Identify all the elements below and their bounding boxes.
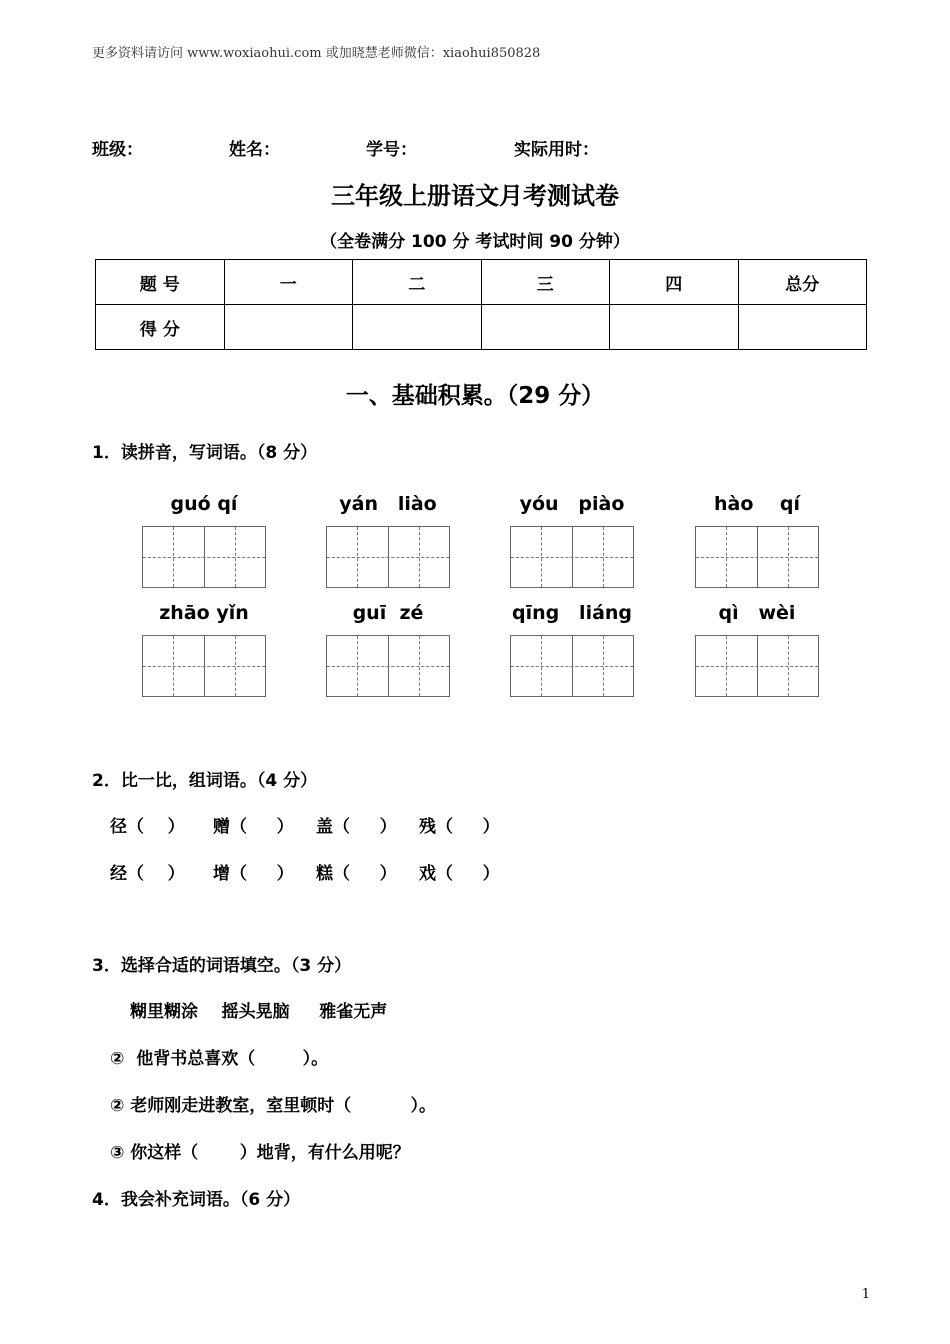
score-cell: 三 (481, 260, 610, 305)
score-cell: 总分 (738, 260, 867, 305)
pinyin-item (694, 490, 820, 588)
score-cell: 二 (353, 260, 482, 305)
name-label: 姓名： (229, 140, 280, 160)
writing-grid[interactable] (510, 526, 634, 588)
question-3-title: 3．选择合适的词语填空。（3 分） (92, 956, 352, 976)
compare-item[interactable]: 增（ ） (213, 864, 294, 884)
pinyin-text: yán liào (339, 493, 437, 515)
pinyin-item (509, 599, 635, 697)
fill-sentence-1[interactable]: ② 他背书总喜欢（ ）。 (110, 1049, 329, 1069)
writing-grid[interactable] (326, 635, 450, 697)
compare-item[interactable]: 糕（ ） (316, 864, 397, 884)
exam-subtitle: （全卷满分 100 分 考试时间 90 分钟） (320, 232, 630, 252)
question-1-title: 1．读拼音，写词语。（8 分） (92, 443, 318, 463)
score-cell: 一 (224, 260, 353, 305)
header-note: 更多资料请访问 www.woxiaohui.com 或加晓慧老师微信：xiaohui850828 (92, 46, 541, 61)
score-table (95, 259, 867, 350)
compare-item[interactable]: 盖（ ） (316, 817, 397, 837)
pinyin-item (325, 490, 451, 588)
writing-grid[interactable] (695, 635, 819, 697)
pinyin-text: qì wèi (718, 602, 796, 624)
writing-grid[interactable] (326, 526, 450, 588)
page-number: 1 (861, 1287, 870, 1302)
score-blank-cell[interactable] (738, 305, 867, 350)
class-label: 班级： (92, 140, 143, 160)
score-blank-cell[interactable] (610, 305, 739, 350)
writing-grid[interactable] (695, 526, 819, 588)
pinyin-item (141, 490, 267, 588)
pinyin-item (141, 599, 267, 697)
student-id-label: 学号： (366, 140, 417, 160)
compare-item[interactable]: 残（ ） (419, 817, 500, 837)
fill-sentence-2[interactable]: ② 老师刚走进教室，室里顿时（ ）。 (110, 1096, 436, 1116)
score-cell: 四 (610, 260, 739, 305)
question-4-title: 4．我会补充词语。（6 分） (92, 1190, 301, 1210)
student-info-row (92, 135, 792, 160)
writing-grid[interactable] (142, 635, 266, 697)
compare-item[interactable]: 赠（ ） (213, 817, 294, 837)
pinyin-item (694, 599, 820, 697)
time-used-label: 实际用时： (514, 140, 599, 160)
fill-sentence-3[interactable]: ③ 你这样（ ）地背，有什么用呢？ (110, 1143, 410, 1163)
pinyin-text: qīng liáng (511, 602, 633, 624)
score-blank-cell[interactable] (481, 305, 610, 350)
writing-grid[interactable] (142, 526, 266, 588)
pinyin-text: hào qí (714, 493, 800, 515)
compare-item[interactable]: 径（ ） (110, 817, 185, 837)
section-1-title: 一、基础积累。（29 分） (345, 383, 605, 409)
score-cell: 题 号 (96, 260, 225, 305)
score-row-label: 得 分 (96, 305, 225, 350)
score-table-header-row (96, 260, 867, 305)
question-2-title: 2．比一比，组词语。（4 分） (92, 771, 318, 791)
pinyin-item (509, 490, 635, 588)
word-choices: 糊里糊涂 摇头晃脑 雅雀无声 (130, 1002, 388, 1022)
pinyin-text: zhāo yǐn (159, 602, 249, 624)
pinyin-text: yóu piào (519, 493, 625, 515)
pinyin-text: guó qí (170, 493, 238, 515)
compare-item[interactable]: 经（ ） (110, 864, 185, 884)
compare-item[interactable]: 戏（ ） (419, 864, 500, 884)
pinyin-text: guī zé (352, 602, 424, 624)
writing-grid[interactable] (510, 635, 634, 697)
exam-title: 三年级上册语文月考测试卷 (331, 182, 619, 210)
score-blank-cell[interactable] (224, 305, 353, 350)
score-blank-cell[interactable] (353, 305, 482, 350)
pinyin-item (325, 599, 451, 697)
score-table-score-row (96, 305, 867, 350)
